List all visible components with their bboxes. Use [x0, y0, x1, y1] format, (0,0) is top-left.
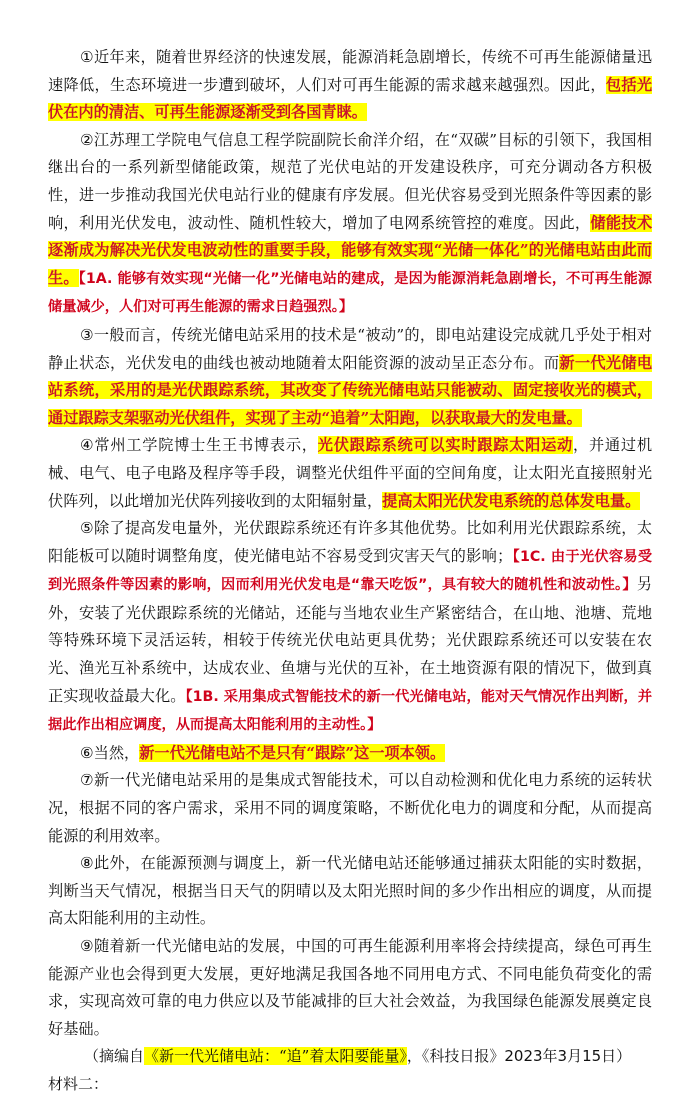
answer-note: 【1B. 采用集成式智能技术的新一代光储电站，能对天气情况作出判断，并据此作出相应调度，从而提高太阳能利用的主动性。】 — [48, 688, 653, 734]
answer-note: 【1A. 能够有效实现“光储一化”光储电站的建成，是因为能源消耗急剧增长，不可再生能源储量减少，人们对可再生能源的需求日趋强烈。】 — [48, 270, 652, 316]
paragraph-number: ② — [80, 130, 94, 149]
body-text: ，并通过机械、电气、电子电路及程序等手段，调整光伏组件平面的空间角度，让太阳光直接照射光伏阵列，以此增加光伏阵列接收到的太阳辐射量， — [48, 436, 653, 510]
paragraph-p3 — [48, 322, 652, 432]
paragraph-number: ⑥ — [80, 743, 94, 762]
material-two-heading: 材料二： — [48, 1074, 109, 1093]
source-title: 《新一代光储电站：“追”着太阳要能量》 — [144, 1047, 407, 1066]
paragraph-p7 — [48, 767, 652, 850]
body-text: 近年来，随着世界经济的快速发展，能源消耗急剧增长，传统不可再生能源储量迅速降低，生态环境进一步遭到破坏，人们对可再生能源的需求越来越强烈。因此， — [48, 48, 653, 94]
paragraph-p8 — [48, 850, 652, 933]
paragraph-p5 — [48, 515, 652, 740]
paragraph-number: ③ — [80, 325, 94, 344]
paragraph-number: ⑨ — [80, 937, 94, 955]
paragraph-p6 — [48, 740, 652, 768]
paragraph-p4 — [48, 432, 652, 515]
paragraph-p9 — [48, 933, 652, 1043]
paragraph-number: ④ — [80, 436, 95, 455]
answer-note: 【1C. 由于光伏容易受到光照条件等因素的影响，因而利用光伏发电是“靠天吃饭”，具有较大的随机性和波动性。】 — [48, 548, 653, 594]
source-suffix: ，《科技日报》2023年3月15日） — [406, 1047, 632, 1066]
highlighted-text: 提高太阳光伏发电系统的总体发电量。 — [382, 491, 641, 510]
paragraph-p2 — [48, 127, 652, 322]
body-text: 除了提高发电量外，光伏跟踪系统还有许多其他优势。比如利用光伏跟踪系统，太阳能板可以随时调整角度，使光储电站不容易受到灾害天气的影响； — [48, 519, 653, 565]
paragraph-list — [48, 44, 652, 1043]
paragraph-number: ① — [80, 48, 94, 66]
paragraph-number: ⑦ — [80, 771, 94, 790]
body-text: 另外，安装了光伏跟踪系统的光储站，还能与当地农业生产紧密结合，在山地、池塘、荒地等特殊环境下灵活运转，相较于传统光伏电站更具优势；光伏跟踪系统还可以安装在农光、渔光互补系统中，达成农业、鱼塘与光伏的互补，在土地资源有限的情况下，做到真正实现收益最大化。 — [48, 575, 652, 705]
body-text: 一般而言，传统光储电站采用的技术是“被动”的，即电站建设完成就几乎处于相对静止状态，光伏发电的曲线也被动地随着太阳能资源的波动呈正态分布。而 — [48, 325, 652, 372]
highlighted-text: 包括光伏在内的清洁、可再生能源逐渐受到各国青睐。 — [48, 75, 653, 122]
paragraph-p1 — [48, 44, 652, 127]
body-text: 新一代光储电站采用的是集成式智能技术，可以自动检测和优化电力系统的运转状况，根据不同的客户需求，采用不同的调度策略，不断优化电力的调度和分配，从而提高能源的利用效率。 — [48, 771, 653, 845]
source-citation — [48, 1043, 652, 1071]
body-text: 随着新一代光储电站的发展，中国的可再生能源利用率将会持续提高，绿色可再生能源产业也会得到更大发展，更好地满足我国各地不同用电方式、不同电能负荷变化的需求，实现高效可靠的电力供应以及节能减排的巨大社会效益，为我国绿色能源发展奠定良好基础。 — [48, 937, 653, 1038]
highlighted-text: 光伏跟踪系统可以实时跟踪太阳运动 — [317, 436, 574, 455]
paragraph-number: ⑧ — [80, 854, 94, 873]
body-text: 江苏理工学院电气信息工程学院副院长俞洋介绍，在“双碳”目标的引领下，我国相继出台的一系列新型储能政策，规范了光伏电站的开发建设秩序，可充分调动各方积极性，进一步推动我国光伏电站行业的健康有序发展。但光伏容易受到光照条件等因素的影响，利用光伏发电，波动性、随机性较大，增加了电网系统管控的难度。因此， — [48, 130, 652, 232]
highlighted-text: 新一代光储电站不是只有“跟踪”这一项本领。 — [139, 743, 446, 762]
article-body — [48, 44, 652, 1097]
body-text: 此外，在能源预测与调度上，新一代光储电站还能够通过捕获太阳能的实时数据，判断当天气情况，根据当日天气的阴晴以及太阳光照时间的多少作出相应的调度，从而提高太阳能利用的主动性。 — [48, 854, 653, 928]
source-prefix: （摘编自 — [84, 1047, 145, 1066]
body-text: 常州工学院博士生王书博表示， — [94, 436, 318, 455]
paragraph-number: ⑤ — [80, 519, 94, 538]
body-text: 当然， — [93, 743, 140, 762]
highlighted-text: 储能技术逐渐成为解决光伏发电波动性的重要手段，能够有效实现“光储一体化”的光储电站由此而生。 — [48, 213, 653, 287]
highlighted-text: 新一代光储电站系统，采用的是光伏跟踪系统，其改变了传统光储电站只能被动、固定接收光的模式，通过跟踪支架驱动光伏组件，实现了主动“追着”太阳跑，以获取最大的发电量。 — [48, 353, 653, 427]
